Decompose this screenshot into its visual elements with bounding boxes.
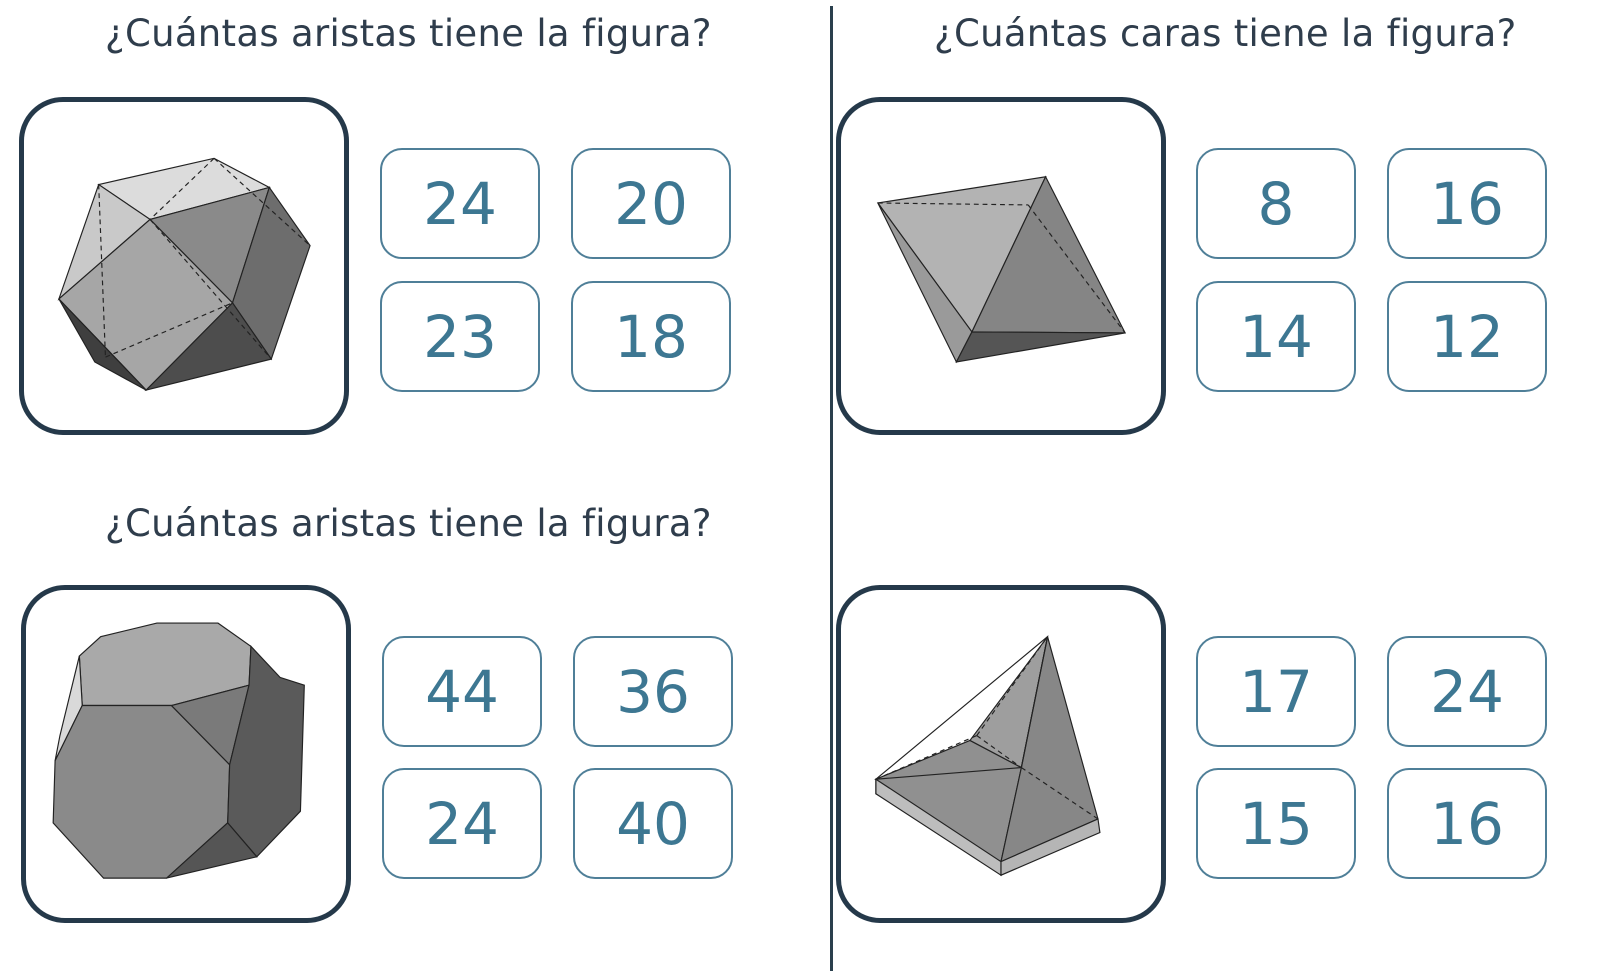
option-4-3[interactable]: 15 [1196, 768, 1356, 879]
option-2-4[interactable]: 12 [1387, 281, 1547, 392]
figure-frame-1 [19, 97, 349, 435]
option-1-4[interactable]: 18 [571, 281, 731, 392]
option-4-1[interactable]: 17 [1196, 636, 1356, 747]
option-1-1[interactable]: 24 [380, 148, 540, 259]
option-3-1[interactable]: 44 [382, 636, 542, 747]
pyramid-prism-figure [841, 590, 1161, 918]
option-4-4[interactable]: 16 [1387, 768, 1547, 879]
figure-frame-4 [836, 585, 1166, 923]
option-3-4[interactable]: 40 [573, 768, 733, 879]
option-1-2[interactable]: 20 [571, 148, 731, 259]
cuboctahedron-figure [24, 102, 344, 430]
option-3-2[interactable]: 36 [573, 636, 733, 747]
option-2-2[interactable]: 16 [1387, 148, 1547, 259]
option-2-3[interactable]: 14 [1196, 281, 1356, 392]
option-2-1[interactable]: 8 [1196, 148, 1356, 259]
question-2: ¿Cuántas caras tiene la figura? [934, 12, 1517, 55]
vertical-divider [830, 6, 833, 971]
option-1-3[interactable]: 23 [380, 281, 540, 392]
option-3-3[interactable]: 24 [382, 768, 542, 879]
question-1: ¿Cuántas aristas tiene la figura? [105, 12, 712, 55]
option-4-2[interactable]: 24 [1387, 636, 1547, 747]
figure-frame-3 [21, 585, 351, 923]
figure-frame-2 [836, 97, 1166, 435]
question-3: ¿Cuántas aristas tiene la figura? [105, 502, 712, 545]
truncated-octahedron-figure [26, 590, 346, 918]
octahedron-figure [841, 102, 1161, 430]
